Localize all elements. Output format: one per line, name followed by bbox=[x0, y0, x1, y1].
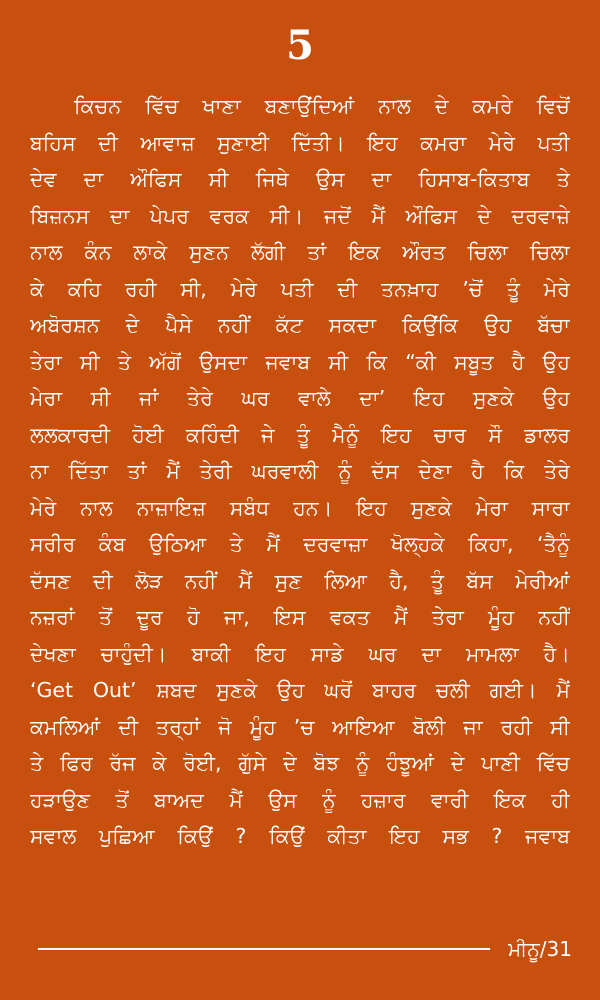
text-line: ਦੱਸਣ ਦੀ ਲੋੜ ਨਹੀਂ ਮੈਂ ਸੁਣ ਲਿਆ ਹੈ, ਤੂੰ ਬੱਸ ਮੇਰੀਆਂ bbox=[30, 568, 570, 593]
text-line: ਬਿਜ਼ਨਸ ਦਾ ਪੇਪਰ ਵਰਕ ਸੀ। ਜਦੋਂ ਮੈਂ ਔਫਿਸ ਦੇ ਦਰਵਾਜ਼ੇ bbox=[30, 203, 570, 228]
text-line: ਲਲਕਾਰਦੀ ਹੋਈ ਕਹਿੰਦੀ ਜੇ ਤੂੰ ਮੈਨੂੰ ਇਹ ਚਾਰ ਸੌ ਡਾਲਰ bbox=[30, 422, 570, 447]
text-line: ਨਾ ਦਿੱਤਾ ਤਾਂ ਮੈਂ ਤੇਰੀ ਘਰਵਾਲੀ ਨੂੰ ਦੱਸ ਦੇਣਾ ਹੈ ਕਿ ਤੇਰੇ bbox=[30, 459, 570, 483]
footer-divider bbox=[38, 948, 490, 950]
text-line: ਅਬੋਰਸ਼ਨ ਦੇ ਪੈਸੇ ਨਹੀਂ ਕੱਟ ਸਕਦਾ ਕਿਉਂਕਿ ਉਹ ਬੱਚਾ bbox=[30, 313, 570, 337]
body-text bbox=[30, 88, 570, 855]
text-line: ਬਹਿਸ ਦੀ ਆਵਾਜ਼ ਸੁਣਾਈ ਦਿੱਤੀ। ਇਹ ਕਮਰਾ ਮੇਰੇ ਪਤੀ bbox=[30, 130, 570, 155]
text-line: ਮੇਰਾ ਸੀ ਜਾਂ ਤੇਰੇ ਘਰ ਵਾਲੇ ਦਾ’ ਇਹ ਸੁਣਕੇ ਉਹ bbox=[30, 386, 570, 410]
text-line: ਦੇਖਣਾ ਚਾਹੁੰਦੀ। ਬਾਕੀ ਇਹ ਸਾਡੇ ਘਰ ਦਾ ਮਾਮਲਾ ਹੈ। bbox=[30, 641, 570, 666]
text-line: ਮੇਰੇ ਨਾਲ ਨਾਜ਼ਾਇਜ਼ ਸਬੰਧ ਹਨ। ਇਹ ਸੁਣਕੇ ਮੇਰਾ ਸਾਰਾ bbox=[30, 495, 570, 520]
text-line: ਕੇ ਕਹਿ ਰਹੀ ਸੀ, ਮੇਰੇ ਪਤੀ ਦੀ ਤਨਖ਼ਾਹ ’ਚੋਂ ਤੂੰ ਮੇਰੇ bbox=[30, 276, 570, 301]
text-line: ਸਵਾਲ ਪੁਛਿਆ ਕਿਉਂ ? ਕਿਉਂ ਕੀਤਾ ਇਹ ਸਭ ? ਜਵਾਬ bbox=[30, 824, 570, 848]
text-line: ਤੇਰਾ ਸੀ ਤੇ ਅੱਗੋਂ ਉਸਦਾ ਜਵਾਬ ਸੀ ਕਿ “ਕੀ ਸਬੂਤ ਹੈ ਉਹ bbox=[30, 349, 570, 374]
text-line: ਕਿਚਨ ਵਿੱਚ ਖਾਣਾ ਬਣਾਉਂਦਿਆਂ ਨਾਲ ਦੇ ਕਮਰੇ ਵਿਚੋਂ bbox=[74, 94, 570, 118]
text-line: ਹੜਾਉਣ ਤੋਂ ਬਾਅਦ ਮੈਂ ਉਸ ਨੂੰ ਹਜ਼ਾਰ ਵਾਰੀ ਇਕ ਹੀ bbox=[30, 787, 570, 812]
text-line: ਦੇਵ ਦਾ ਔਫਿਸ ਸੀ ਜਿਥੇ ਉਸ ਦਾ ਹਿਸਾਬ-ਕਿਤਾਬ ਤੇ bbox=[30, 167, 570, 191]
text-line: ਤੇ ਫਿਰ ਰੱਜ ਕੇ ਰੋਈ, ਗੁੱਸੇ ਦੇ ਬੋਝ ਨੂੰ ਹੰਝੂਆਂ ਦੇ ਪਾਣੀ ਵਿੱਚ bbox=[30, 751, 570, 775]
chapter-number: 5 bbox=[286, 22, 314, 69]
text-line: ਕਮਲਿਆਂ ਦੀ ਤਰ੍ਹਾਂ ਜੋ ਮੂੰਹ ’ਚ ਆਇਆ ਬੋਲੀ ਜਾ ਰਹੀ ਸੀ bbox=[30, 714, 570, 739]
page-footer-label: ਮੀਨੂ/31 bbox=[508, 937, 572, 961]
text-line: ਨਜ਼ਰਾਂ ਤੋਂ ਦੂਰ ਹੋ ਜਾ, ਇਸ ਵਕਤ ਮੈਂ ਤੇਰਾ ਮੂੰਹ ਨਹੀਂ bbox=[30, 605, 570, 629]
text-line: ‘Get Out’ ਸ਼ਬਦ ਸੁਣਕੇ ਉਹ ਘਰੋਂ ਬਾਹਰ ਚਲੀ ਗਈ। ਮੈਂ bbox=[30, 678, 570, 702]
text-line: ਸਰੀਰ ਕੰਬ ਉਠਿਆ ਤੇ ਮੈਂ ਦਰਵਾਜ਼ਾ ਖੋਲ੍ਹਕੇ ਕਿਹਾ, ‘ਤੈਨੂੰ bbox=[30, 532, 570, 556]
text-line: ਨਾਲ ਕੰਨ ਲਾਕੇ ਸੁਣਨ ਲੱਗੀ ਤਾਂ ਇਕ ਔਰਤ ਚਿਲਾ ਚਿਲਾ bbox=[30, 240, 570, 264]
